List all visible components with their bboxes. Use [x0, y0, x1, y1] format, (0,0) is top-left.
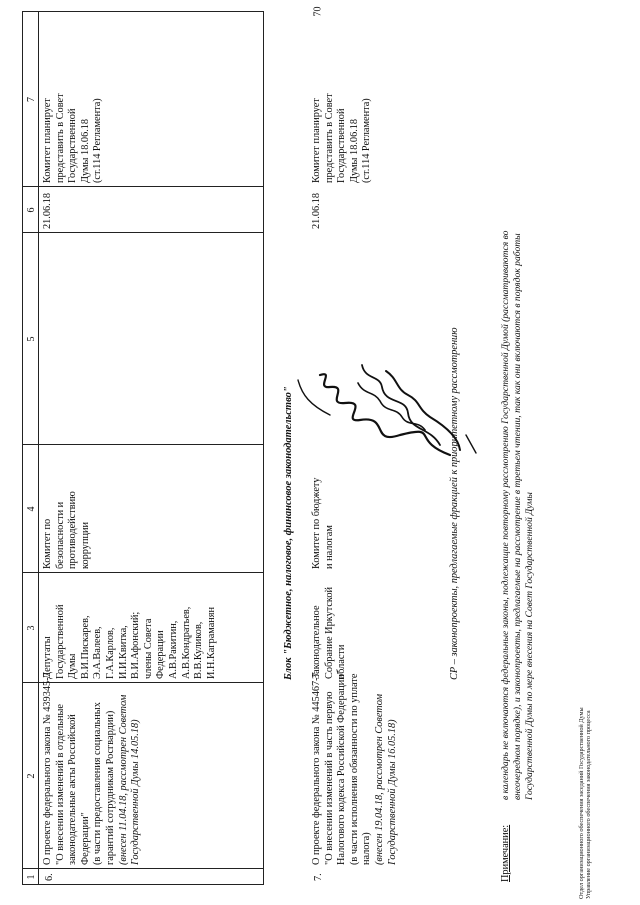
- bill-submission-note: Государственной Думы 16.05.18): [386, 719, 398, 865]
- bill-title-line: законодательные акты Российской: [67, 714, 79, 865]
- note-line: Государственной Думы по мере внесения на Совет Государственной Думы: [524, 492, 535, 800]
- committee-line: противодействию: [67, 491, 79, 569]
- bill-title-line: "О внесении изменений в часть первую: [323, 691, 335, 865]
- column-number-1: 1: [26, 874, 37, 880]
- note-line: в календарь не включаются федеральные законы, подлежащие повторному рассмотрению Государственной Думой (рассматриваются во: [500, 230, 511, 800]
- page-number: 70: [312, 6, 324, 17]
- initiator-line: А.В.Ракитин,: [167, 620, 179, 679]
- consideration-date: 21.06.18: [42, 192, 53, 229]
- initiator-line: И.Н.Каграманян: [205, 606, 217, 679]
- initiator-line: члены Совета: [142, 618, 154, 679]
- initiator-line: Думы: [67, 653, 79, 679]
- action-line: представить в Совет: [54, 93, 66, 183]
- bill-title-line: гарантий сотрудникам Росгвардии): [104, 710, 116, 865]
- action-line: Комитет планирует: [311, 98, 322, 183]
- committee-line: Комитет по бюджету: [311, 477, 322, 569]
- action-line: Государственной: [67, 108, 79, 183]
- committee-action: [311, 93, 374, 183]
- bill-title-line: (в части предоставления социальных: [92, 702, 104, 865]
- bill-title-line: налога): [361, 832, 373, 865]
- committee-action: [42, 93, 105, 183]
- bill-initiators: [42, 605, 218, 679]
- column-number-3: 3: [26, 625, 37, 631]
- action-line: Думы 18.06.18: [79, 118, 91, 183]
- note-label: Примечание:: [500, 824, 511, 882]
- column-number-4: 4: [26, 506, 37, 512]
- initiator-line: области: [336, 644, 348, 679]
- initiator-line: Г.А.Карлов,: [104, 627, 116, 679]
- footer-line: Управление организационного обеспечения законодательного процесса: [585, 710, 593, 899]
- note-body: [500, 231, 536, 800]
- bill-title-line: "О внесении изменений в отдельные: [54, 704, 66, 865]
- priority-legend: СР – законопроекты, предлагаемые фракцией к приоритетному рассмотрению: [449, 327, 460, 680]
- initiator-line: Государственной: [54, 604, 66, 679]
- handwritten-signature: [290, 345, 490, 475]
- committee-line: и налогам: [323, 525, 335, 569]
- initiator-line: Федерации: [155, 630, 167, 679]
- action-line: Комитет планирует: [42, 98, 53, 183]
- column-number-6: 6: [26, 207, 37, 213]
- action-line: (ст.114 Регламента): [361, 98, 373, 183]
- initiator-line: В.В.Куликов,: [193, 621, 205, 679]
- column-number-2: 2: [26, 773, 37, 779]
- bill-submission-note: Государственной Думы 14.05.18): [130, 719, 142, 865]
- column-number-5: 5: [26, 336, 37, 342]
- row-number: 7.: [313, 873, 324, 881]
- footer-line: Отдел организационного обеспечения заседаний Государственной Думы: [578, 707, 585, 899]
- bill-title-line: Федерации": [79, 812, 91, 865]
- initiator-line: И.И.Квитка,: [117, 625, 129, 679]
- footer-department: [578, 707, 592, 899]
- committee-line: безопасности и: [54, 501, 66, 569]
- action-line: Государственной: [336, 108, 348, 183]
- block-title: Блок "Бюджетное, налоговое, финансовое законодательство": [283, 386, 294, 680]
- initiator-line: Законодательное: [311, 605, 322, 679]
- row-number: 6.: [44, 873, 55, 881]
- column-number-7: 7: [26, 97, 37, 102]
- responsible-committee: [311, 478, 336, 569]
- action-line: Думы 18.06.18: [348, 118, 360, 183]
- bill-title-line: (в части исполнения обязанности по уплате: [348, 673, 360, 865]
- initiator-line: Депутаты: [42, 636, 53, 679]
- initiator-line: Собрание Иркутской: [323, 586, 335, 679]
- initiator-line: В.И.Пискарев,: [79, 615, 91, 679]
- note-line: внеочередном порядке), и законопроекты, предлагаемые на рассмотрение в третьем чтении, так как они включаются в порядок работы: [512, 233, 523, 800]
- consideration-date: 21.06.18: [311, 192, 322, 229]
- bill-title-line: О проекте федерального закона № 445467-7: [311, 672, 322, 865]
- initiator-line: В.И.Афонский;: [130, 611, 142, 679]
- bill-title-line: Налогового кодекса Российской Федерации": [336, 669, 348, 865]
- responsible-committee: [42, 491, 92, 569]
- initiator-line: А.В.Кондратьев,: [180, 606, 192, 679]
- bill-submission-note: (внесен 11.04.18, рассмотрен Советом: [117, 694, 129, 865]
- action-line: (ст.114 Регламента): [92, 98, 104, 183]
- action-line: представить в Совет: [323, 93, 335, 183]
- bill-submission-note: (внесен 19.04.18, рассмотрен Советом: [373, 693, 385, 865]
- bill-title-line: О проекте федерального закона № 439345-7: [42, 672, 53, 865]
- bill-initiators: [311, 587, 349, 679]
- bill-title: [42, 672, 143, 865]
- committee-line: Комитет по: [42, 518, 53, 569]
- bill-title: [311, 670, 399, 865]
- initiator-line: Э.А.Валеев,: [92, 626, 104, 679]
- committee-line: коррупции: [79, 522, 91, 569]
